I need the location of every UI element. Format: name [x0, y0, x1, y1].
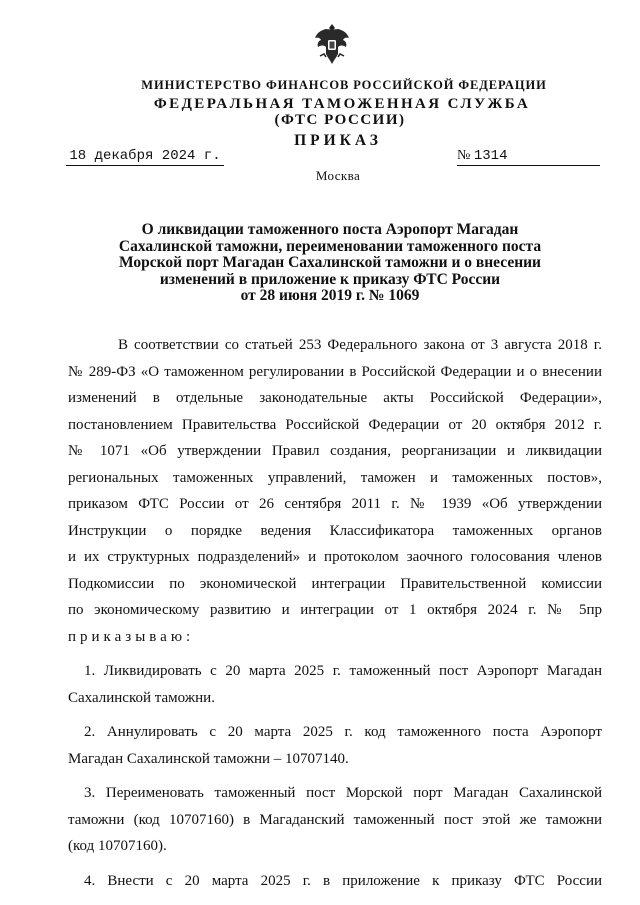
subject-line: О ликвидации таможенного поста Аэропорт Магадан [141, 221, 519, 238]
preamble-line: Инструкции о порядке ведения Классификатора таможенных органов [68, 522, 602, 539]
item-2-line: Магадан Сахалинской таможни – 10707140. [68, 750, 349, 767]
preamble-line: приказом ФТС России от 26 сентября 2011 г. № 1939 «Об утверждении [68, 496, 602, 512]
item-3-line: 3. Переименовать таможенный пост Морской порт Магадан Сахалинской [84, 785, 602, 801]
item-2-line: 2. Аннулировать с 20 марта 2025 г. код таможенного поста Аэропорт [84, 724, 602, 740]
service-abbreviation: (ФТС РОССИИ) [274, 112, 406, 128]
subject-line: изменений в приложение к приказу ФТС России [159, 270, 501, 288]
number-prefix: № [457, 148, 471, 163]
order-subject [110, 222, 550, 305]
order-body [68, 332, 602, 894]
document-type: ПРИКАЗ [294, 132, 382, 149]
subject-line: Сахалинской таможни, переименовании таможенного поста [118, 237, 542, 255]
russian-coat-of-arms-icon [312, 20, 352, 68]
ministry-title: МИНИСТЕРСТВО ФИНАНСОВ РОССИЙСКОЙ ФЕДЕРАЦИИ [141, 78, 547, 92]
preamble-line: изменений в отдельные законодательные акты Российской Федерации», [68, 390, 602, 406]
order-number [457, 148, 600, 166]
subject-line: от 28 июня 2019 г. № 1069 [240, 287, 420, 304]
item-3-line: таможни (код 10707160) в Магаданский таможенный пост этой же таможни [68, 811, 602, 828]
order-word: приказываю: [68, 628, 195, 645]
preamble-line: № 289-ФЗ «О таможенном регулировании в Российской Федерации и о внесении [68, 363, 602, 380]
subject-line: Морской порт Магадан Сахалинской таможни и о внесении [119, 254, 541, 271]
preamble-line: В соответствии со статьей 253 Федерального закона от 3 августа 2018 г. [118, 337, 602, 353]
preamble-line: по экономическому развитию и интеграции от 1 октября 2024 г. № 5пр [68, 602, 602, 618]
preamble-line: постановлением Правительства Российской Федерации от 20 октября 2012 г. [68, 416, 602, 433]
order-date: 18 декабря 2024 г. [66, 148, 224, 166]
item-1-line: Сахалинской таможни. [68, 689, 215, 706]
preamble-line: и их структурных подразделений» и протоколом заочного голосования членов [68, 549, 602, 565]
preamble-line: № 1071 «Об утверждении Правил создания, реорганизации и ликвидации [68, 443, 602, 459]
preamble-line: Подкомиссии по экономической интеграции Правительственной комиссии [68, 575, 602, 592]
preamble-line: региональных таможенных управлений, таможен и таможенных постов», [68, 469, 602, 486]
item-1-line: 1. Ликвидировать с 20 марта 2025 г. таможенный пост Аэропорт Магадан [84, 663, 602, 679]
issue-city: Москва [315, 168, 361, 183]
service-title: ФЕДЕРАЛЬНАЯ ТАМОЖЕННАЯ СЛУЖБА [153, 96, 531, 112]
item-3-line: (код 10707160). [68, 838, 167, 854]
item-4-line: 4. Внести с 20 марта 2025 г. в приложение к приказу ФТС России [84, 872, 602, 889]
number-value: 1314 [473, 148, 508, 164]
